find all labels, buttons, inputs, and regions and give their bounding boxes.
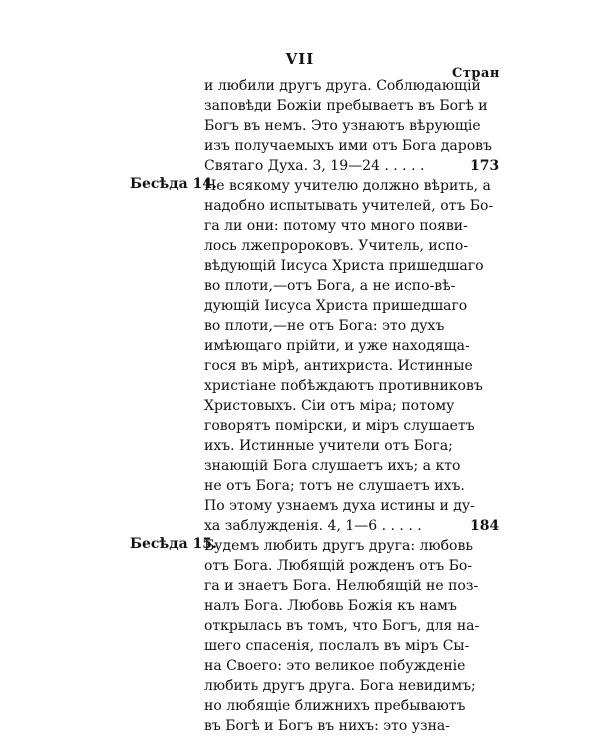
entry-page-number: 184 (470, 518, 500, 534)
entry-line: заповѣди Божіи пребываетъ въ Богѣ и (204, 98, 488, 114)
entry-line: ха заблужденія. 4, 1—6 . . . . . 184 (204, 518, 500, 534)
entry-line: знающій Бога слушаетъ ихъ; а кто (204, 458, 461, 474)
entry-line: налъ Бога. Любовь Божія къ намъ (204, 598, 457, 614)
entry-line: во плоти,—отъ Бога, а не испо-вѣ- (204, 278, 456, 294)
contents-entry (0, 536, 600, 736)
entry-line: По этому узнаемъ духа истины и ду- (204, 498, 475, 514)
entry-line: любить другъ друга. Бога невидимъ; (204, 678, 476, 694)
entry-line: га ли они: потому что много появи- (204, 218, 468, 234)
contents-list (0, 76, 600, 736)
entry-line: говорятъ помірски, и міръ слушаетъ (204, 418, 475, 434)
entry-line: и любили другъ друга. Соблюдающій (204, 78, 481, 94)
entry-line: Христовыхъ. Сіи отъ міра; потому (204, 398, 455, 414)
entry-line: имѣющаго прійти, и уже находяща- (204, 338, 470, 354)
entry-line: Святаго Духа. 3, 19—24 . . . . . 173 (204, 158, 500, 174)
page-number: VII (285, 50, 315, 68)
entry-label: Бесѣда 14. (130, 176, 217, 192)
entry-line: шего спасенія, послалъ въ міръ Сы- (204, 638, 470, 654)
entry-page-number: 173 (470, 158, 500, 174)
entry-line: Будемъ любить другъ друга: любовь (204, 538, 473, 554)
page-column-label: Стран (452, 66, 500, 81)
entry-line: надобно испытывать учителей, отъ Бо- (204, 198, 494, 214)
entry-line: вѣдующій Іисуса Христа пришедшаго (204, 258, 484, 274)
entry-line: гося въ мірѣ, антихриста. Истинные (204, 358, 473, 374)
entry-line: отъ Бога. Любящій рожденъ отъ Бо- (204, 558, 473, 574)
entry-label: Бесѣда 15. (130, 536, 217, 552)
entry-line: но любящіе ближнихъ пребываютъ (204, 698, 466, 714)
contents-entry (0, 176, 600, 536)
entry-line: въ Богѣ и Богъ въ нихъ: это узна- (204, 718, 450, 734)
contents-entry (0, 76, 600, 176)
entry-line: ихъ. Истинные учители отъ Бога; (204, 438, 453, 454)
entry-line: христіане побѣждаютъ противниковъ (204, 378, 483, 394)
entry-line: на Своего: это великое побужденіе (204, 658, 466, 674)
entry-line: Не всякому учителю должно вѣрить, а (204, 178, 491, 194)
entry-line: во плоти,—не отъ Бога: это духъ (204, 318, 445, 334)
entry-line: не отъ Бога; тотъ не слушаетъ ихъ. (204, 478, 465, 494)
entry-line: изъ получаемыхъ ими отъ Бога даровъ (204, 138, 492, 154)
entry-line: Богъ въ немъ. Это узнаютъ вѣрующіе (204, 118, 481, 134)
entry-line: дующій Іисуса Христа пришедшаго (204, 298, 468, 314)
entry-line: лось лжепророковъ. Учитель, испо- (204, 238, 469, 254)
entry-line: открылась въ томъ, что Богъ, для на- (204, 618, 480, 634)
entry-line: га и знаетъ Бога. Нелюбящій не поз- (204, 578, 479, 594)
